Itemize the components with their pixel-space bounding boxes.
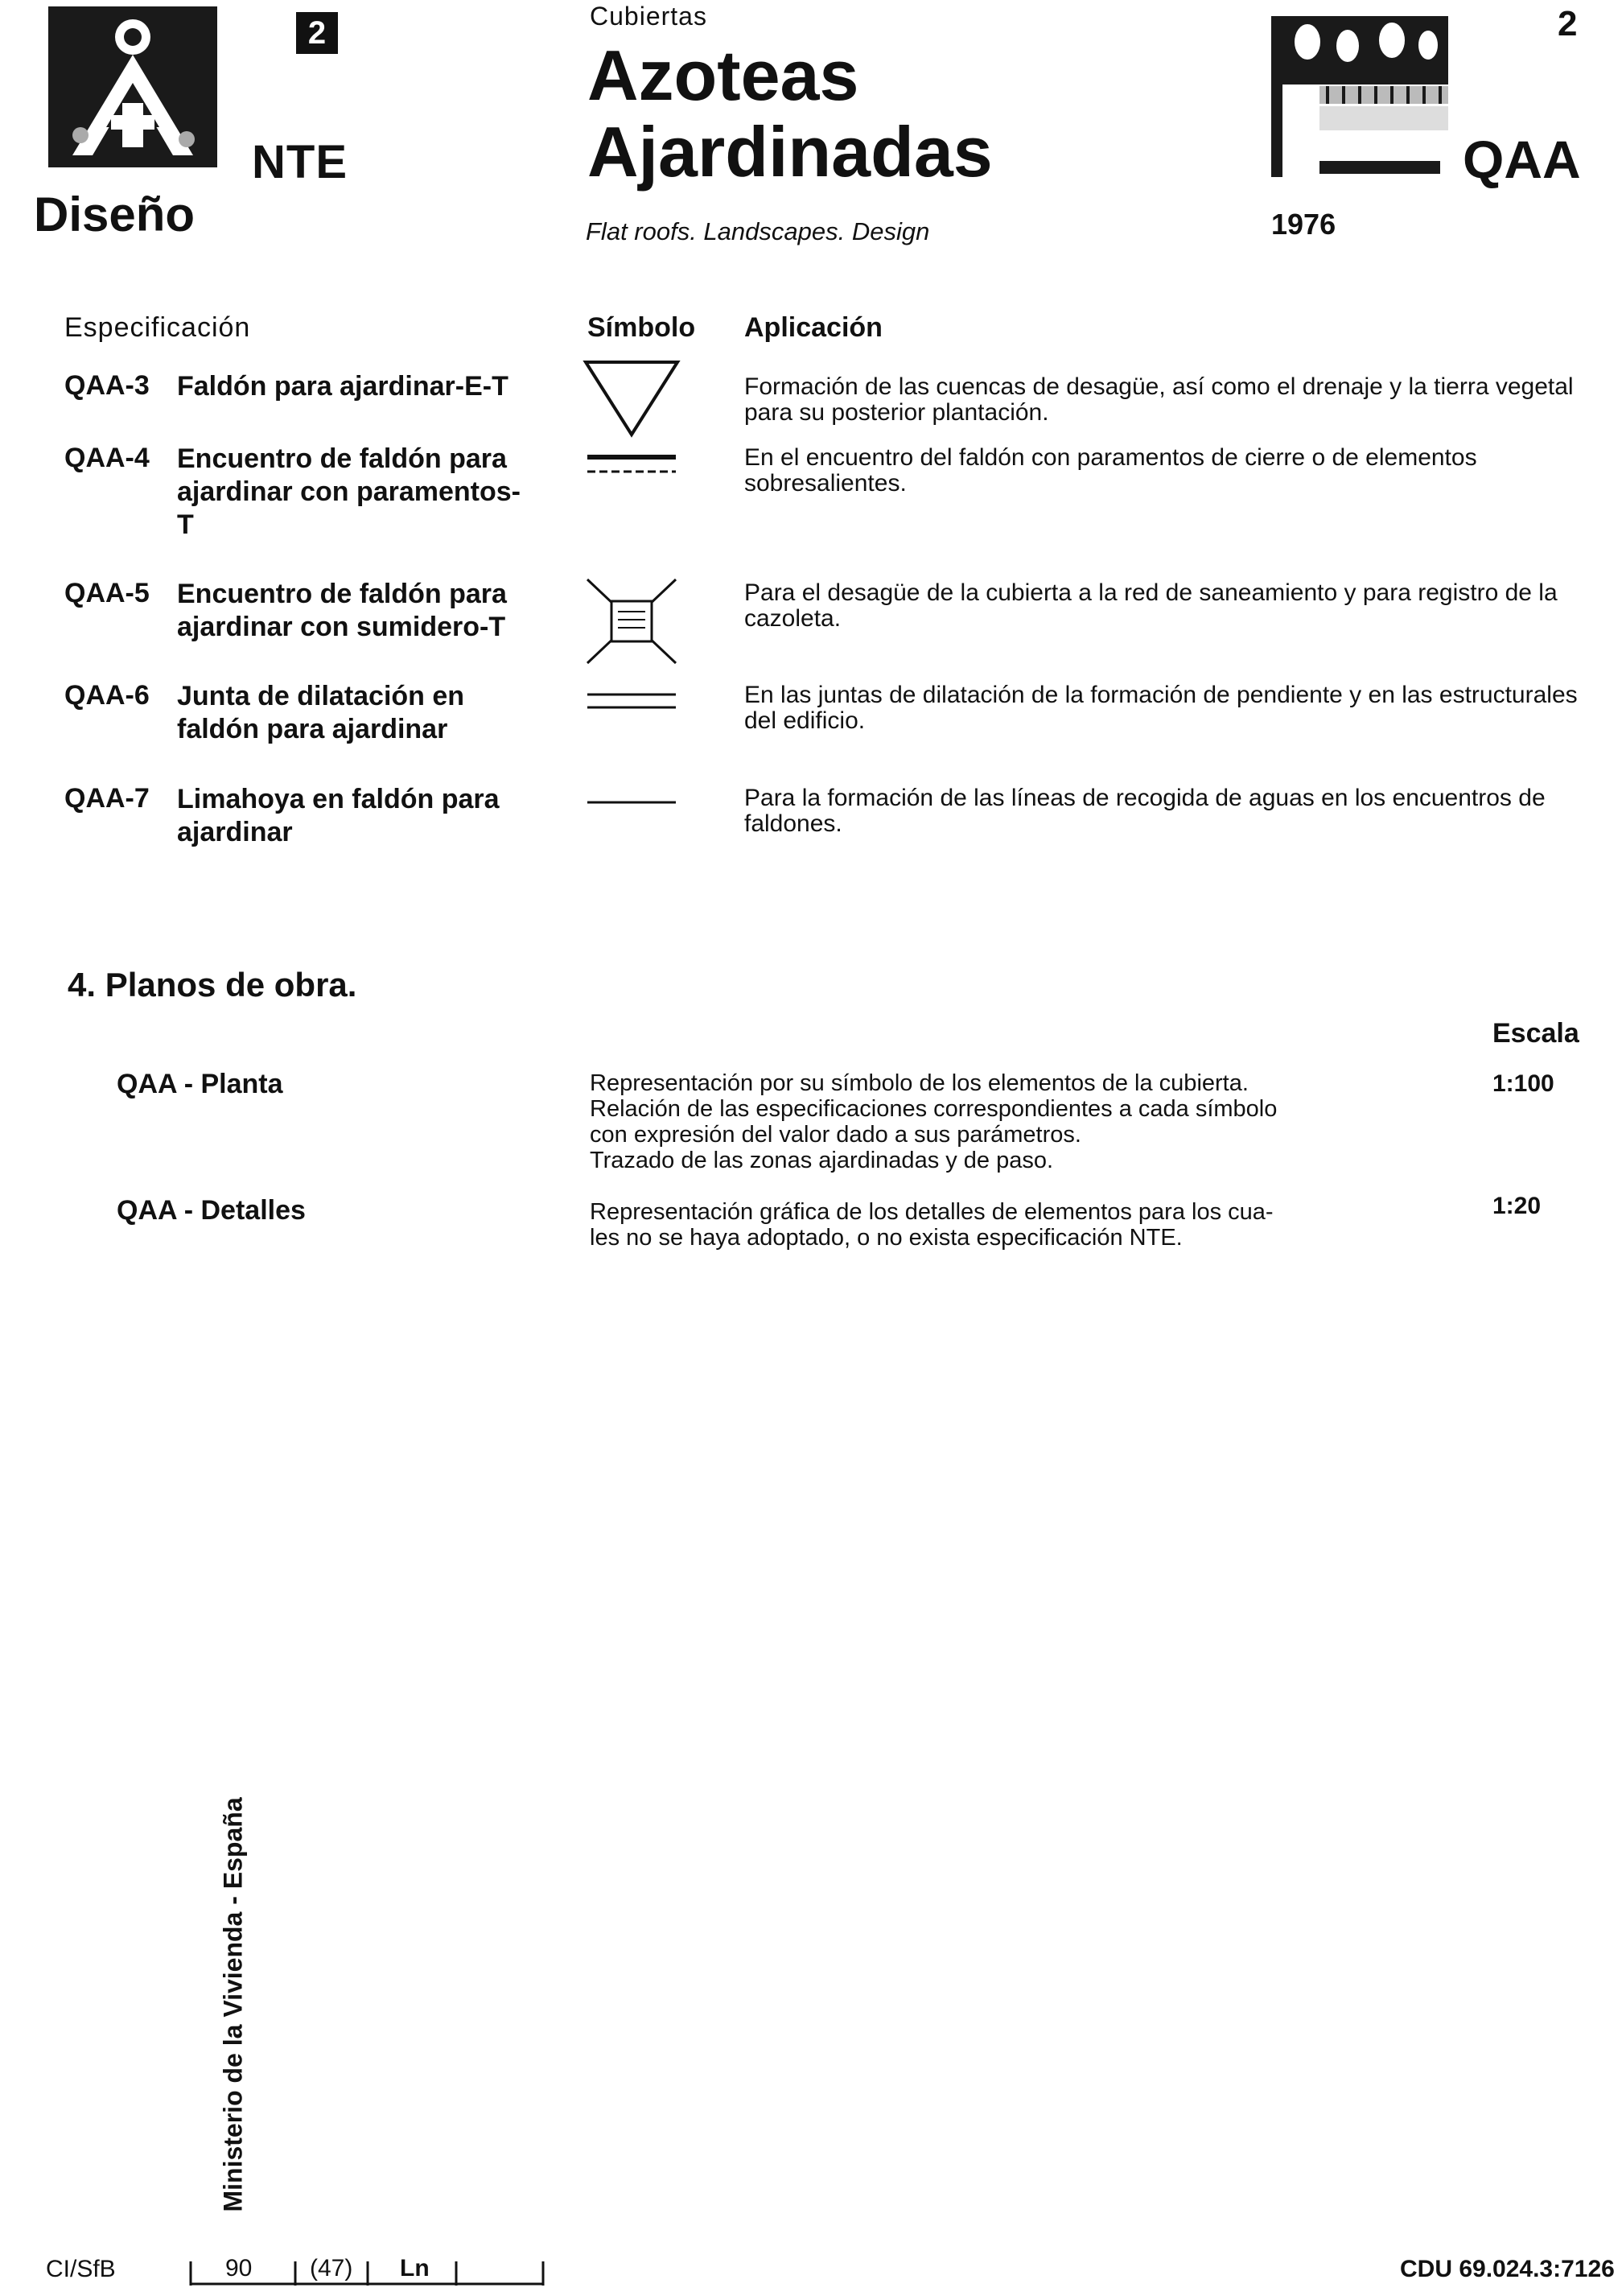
spec-application: En el encuentro del faldón con paramentos de cierre o de elementos sobresalientes. <box>744 444 1477 497</box>
plan-name: QAA - Detalles <box>117 1195 306 1226</box>
cisfb-field: Ln <box>400 2255 430 2282</box>
single-line-icon <box>579 793 684 817</box>
spec-name: Encuentro de faldón para ajardinar con sumidero-T <box>177 579 507 642</box>
cisfb-field: (47) <box>310 2255 353 2282</box>
nte-label: NTE <box>252 136 348 188</box>
spec-code: QAA-6 <box>64 680 150 711</box>
double-line-icon <box>579 688 684 720</box>
roof-garden-logo <box>1271 10 1448 179</box>
cisfb-classification <box>189 2250 551 2287</box>
page-title-line2: Ajardinadas <box>587 112 993 192</box>
spec-name: Junta de dilatación en faldón para ajardinar <box>177 681 465 744</box>
spec-name: Faldón para ajardinar-E-T <box>177 371 508 402</box>
triangle-icon <box>579 358 684 455</box>
spec-code: QAA-4 <box>64 443 150 473</box>
sheet-box <box>296 12 338 54</box>
page-subtitle: Flat roofs. Landscapes. Design <box>586 217 930 245</box>
cisfb-label: CI/SfB <box>46 2256 116 2282</box>
section-title: 4. Planos de obra. <box>68 966 357 1004</box>
plan-desc-line: les no se haya adoptado, o no exista especificación NTE. <box>590 1225 1183 1251</box>
spec-name: Limahoya en faldón para ajardinar <box>177 784 500 847</box>
spec-application: En las juntas de dilatación de la formación de pendiente y en las estructurales del edificio. <box>744 682 1578 734</box>
plan-scale: 1:20 <box>1492 1193 1542 1219</box>
plan-desc-line: con expresión del valor dado a sus parámetros. <box>590 1122 1081 1148</box>
spec-name: Encuentro de faldón para ajardinar con paramentos-T <box>177 443 521 540</box>
spec-application: Para el desagüe de la cubierta a la red de saneamiento y para registro de la cazoleta. <box>744 579 1558 632</box>
category-label: Cubiertas <box>590 2 707 31</box>
spec-code: QAA-5 <box>64 578 150 608</box>
plan-desc-line: Representación gráfica de los detalles de elementos para los cua- <box>590 1199 1274 1225</box>
ministry-label: Ministerio de la Vivienda - España <box>218 1797 248 2212</box>
year-label: 1976 <box>1271 208 1336 241</box>
plan-name: QAA - Planta <box>117 1069 283 1099</box>
page-title-line1: Azoteas <box>587 35 859 115</box>
plan-desc-line: Relación de las especificaciones correspondientes a cada símbolo <box>590 1096 1278 1122</box>
column-header-application: Aplicación <box>744 312 883 343</box>
plan-scale: 1:100 <box>1492 1070 1554 1097</box>
document-code: QAA <box>1463 130 1581 189</box>
spec-application: Formación de las cuencas de desagüe, así como el drenaje y la tierra vegetal para su posterior plantación. <box>744 373 1574 426</box>
spec-code: QAA-7 <box>64 783 150 814</box>
section-label: Diseño <box>34 188 196 241</box>
spec-application: Para la formación de las líneas de recogida de aguas en los encuentros de faldones. <box>744 785 1546 837</box>
spec-code: QAA-3 <box>64 370 150 401</box>
sheet-box-number: 2 <box>296 12 338 54</box>
column-header-spec: Especificación <box>64 312 251 343</box>
sheet-number: 2 <box>1558 4 1578 43</box>
scale-header: Escala <box>1492 1018 1579 1049</box>
column-header-symbol: Símbolo <box>587 312 696 343</box>
nte-logo <box>48 6 217 167</box>
drain-box-icon <box>579 573 684 670</box>
cdu-code: CDU 69.024.3:7126 <box>1400 2256 1615 2282</box>
double-line-dashed-icon <box>579 451 684 483</box>
plan-desc-line: Trazado de las zonas ajardinadas y de paso. <box>590 1148 1054 1173</box>
plan-description <box>590 1199 1475 1251</box>
cisfb-field: 90 <box>225 2255 253 2282</box>
plan-description <box>590 1070 1475 1173</box>
plan-desc-line: Representación por su símbolo de los elementos de la cubierta. <box>590 1070 1249 1096</box>
